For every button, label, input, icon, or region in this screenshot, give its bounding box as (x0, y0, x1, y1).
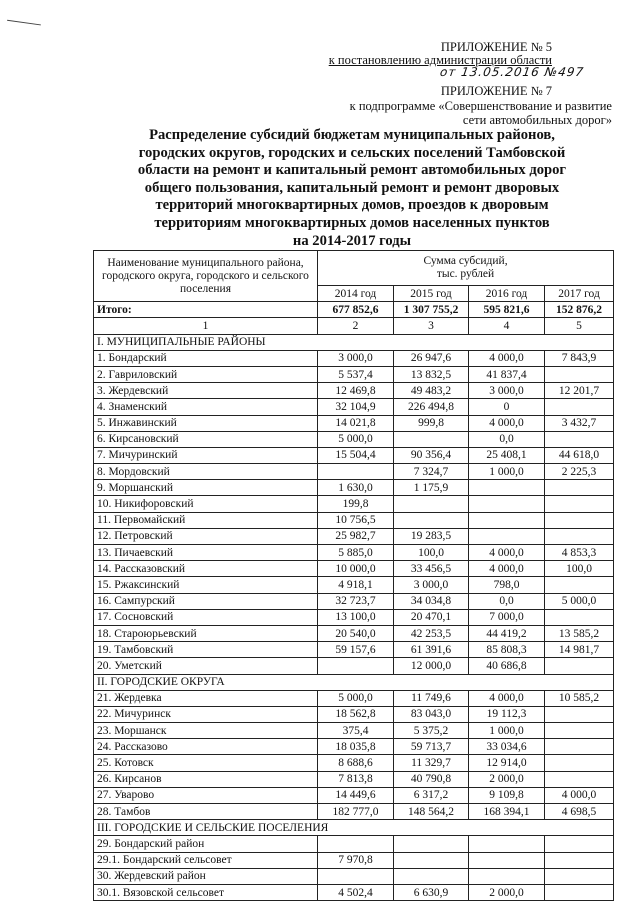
subsidy-value: 8 688,6 (318, 755, 394, 771)
subsidy-value: 13 585,2 (545, 625, 614, 641)
appendix7-title: ПРИЛОЖЕНИЕ № 7 (440, 84, 552, 98)
subsidy-value: 40 790,8 (394, 771, 469, 787)
subsidy-value: 4 502,4 (318, 884, 394, 900)
subsidy-value (545, 771, 614, 787)
territory-name: 9. Моршанский (94, 480, 318, 496)
subsidy-value (394, 852, 469, 868)
subsidy-value: 41 837,4 (469, 366, 545, 382)
subsidy-value: 0,0 (469, 431, 545, 447)
subsidy-value: 4 000,0 (469, 545, 545, 561)
subsidy-value: 4 000,0 (545, 787, 614, 803)
subsidy-value (545, 496, 614, 512)
subsidy-value: 5 537,4 (318, 366, 394, 382)
subsidy-table (93, 250, 614, 901)
subsidy-value (394, 868, 469, 884)
handwritten-date-number: от 13.05.2016 №497 (439, 65, 586, 79)
subsidy-value (545, 366, 614, 382)
appendix7-line1: к подпрограмме «Совершенствование и развитие (349, 99, 612, 113)
territory-name: 11. Первомайский (94, 512, 318, 528)
subsidy-value: 14 021,8 (318, 415, 394, 431)
subsidy-value (394, 512, 469, 528)
total-value: 677 852,6 (318, 302, 394, 318)
subsidy-value (318, 658, 394, 674)
subsidy-value: 7 970,8 (318, 852, 394, 868)
table-row (94, 399, 614, 415)
section-row (94, 674, 614, 690)
territory-name: 13. Пичаевский (94, 545, 318, 561)
subsidy-value (318, 868, 394, 884)
territory-name: 5. Инжавинский (94, 415, 318, 431)
table-row (94, 868, 614, 884)
subsidy-value (545, 658, 614, 674)
total-label: Итого: (94, 302, 318, 318)
column-number: 2 (318, 318, 394, 334)
table-row (94, 642, 614, 658)
territory-name: 16. Сампурский (94, 593, 318, 609)
subsidy-value: 18 035,8 (318, 739, 394, 755)
column-number: 1 (94, 318, 318, 334)
subsidy-value: 182 777,0 (318, 804, 394, 820)
column-number: 3 (394, 318, 469, 334)
territory-name: 15. Ржаксинский (94, 577, 318, 593)
subsidy-value: 4 698,5 (545, 804, 614, 820)
table-row (94, 366, 614, 382)
territory-name: 17. Сосновский (94, 609, 318, 625)
territory-name: 18. Староюрьевский (94, 625, 318, 641)
year-header: 2015 год (394, 286, 469, 302)
subsidy-value: 2 000,0 (469, 771, 545, 787)
table-row (94, 431, 614, 447)
subsidy-value: 1 000,0 (469, 723, 545, 739)
territory-name: 1. Бондарский (94, 350, 318, 366)
subsidy-value (394, 431, 469, 447)
title-line: территориям многоквартирных домов населенных пунктов (154, 214, 550, 231)
subsidy-value: 49 483,2 (394, 383, 469, 399)
subsidy-value: 10 000,0 (318, 561, 394, 577)
appendix5-line: к постановлению администрации области (328, 53, 552, 67)
subsidy-value (545, 512, 614, 528)
table-row (94, 447, 614, 463)
sum-header (318, 251, 614, 286)
subsidy-value: 999,8 (394, 415, 469, 431)
table-row (94, 593, 614, 609)
subsidy-value (469, 512, 545, 528)
subsidy-value: 100,0 (545, 561, 614, 577)
subsidy-value (545, 723, 614, 739)
subsidy-value (545, 755, 614, 771)
territory-name: 10. Никифоровский (94, 496, 318, 512)
table-row (94, 512, 614, 528)
subsidy-value: 12 469,8 (318, 383, 394, 399)
total-value: 152 876,2 (545, 302, 614, 318)
territory-name: 30.1. Вязовской сельсовет (94, 884, 318, 900)
subsidy-value: 4 853,3 (545, 545, 614, 561)
table-row (94, 528, 614, 544)
title-line: области на ремонт и капитальный ремонт автомобильных дорог (137, 162, 567, 179)
subsidy-value (545, 884, 614, 900)
subsidy-value: 85 808,3 (469, 642, 545, 658)
territory-name: 28. Тамбов (94, 804, 318, 820)
table-row (94, 787, 614, 803)
territory-name: 26. Кирсанов (94, 771, 318, 787)
subsidy-value (469, 528, 545, 544)
subsidy-value: 14 449,6 (318, 787, 394, 803)
table-row (94, 415, 614, 431)
document-title (112, 127, 592, 250)
title-line: на 2014-2017 годы (292, 232, 412, 249)
title-line: Распределение субсидий бюджетам муниципальных районов, (149, 127, 555, 143)
subsidy-value (318, 836, 394, 852)
subsidy-value: 59 713,7 (394, 739, 469, 755)
subsidy-value: 90 356,4 (394, 447, 469, 463)
subsidy-value (545, 706, 614, 722)
subsidy-value: 3 432,7 (545, 415, 614, 431)
title-line: общего пользования, капитальный ремонт и ремонт дворовых (144, 179, 560, 196)
table-row (94, 480, 614, 496)
subsidy-value: 42 253,5 (394, 625, 469, 641)
subsidy-value: 5 000,0 (318, 690, 394, 706)
section-row (94, 334, 614, 350)
subsidy-value (469, 496, 545, 512)
subsidy-value: 4 918,1 (318, 577, 394, 593)
subsidy-value: 12 201,7 (545, 383, 614, 399)
subsidy-value: 20 540,0 (318, 625, 394, 641)
appendix7-line2: сети автомобильных дорог» (462, 113, 612, 127)
column-number-row (94, 318, 614, 334)
subsidy-value (545, 739, 614, 755)
subsidy-value: 11 749,6 (394, 690, 469, 706)
territory-name: 29.1. Бондарский сельсовет (94, 852, 318, 868)
territory-name: 8. Мордовский (94, 464, 318, 480)
territory-name: 4. Знаменский (94, 399, 318, 415)
sum-header-unit: тыс. рублей (436, 268, 495, 280)
subsidy-value: 6 317,2 (394, 787, 469, 803)
subsidy-value: 59 157,6 (318, 642, 394, 658)
subsidy-value: 0 (469, 399, 545, 415)
territory-name: 19. Тамбовский (94, 642, 318, 658)
subsidy-value: 44 419,2 (469, 625, 545, 641)
territory-name: 30. Жердевский район (94, 868, 318, 884)
table-row (94, 723, 614, 739)
subsidy-value: 19 283,5 (394, 528, 469, 544)
subsidy-value: 33 034,6 (469, 739, 545, 755)
subsidy-value: 4 000,0 (469, 690, 545, 706)
year-header: 2017 год (545, 286, 614, 302)
subsidy-value: 375,4 (318, 723, 394, 739)
subsidy-value: 148 564,2 (394, 804, 469, 820)
subsidy-value: 33 456,5 (394, 561, 469, 577)
subsidy-value: 40 686,8 (469, 658, 545, 674)
territory-name: 27. Уварово (94, 787, 318, 803)
subsidy-value: 26 947,6 (394, 350, 469, 366)
subsidy-value (394, 496, 469, 512)
subsidy-value: 34 034,8 (394, 593, 469, 609)
subsidy-value: 20 470,1 (394, 609, 469, 625)
subsidy-value: 1 630,0 (318, 480, 394, 496)
subsidy-value: 83 043,0 (394, 706, 469, 722)
subsidy-value: 25 982,7 (318, 528, 394, 544)
table-row (94, 545, 614, 561)
territory-name: 7. Мичуринский (94, 447, 318, 463)
subsidy-value: 9 109,8 (469, 787, 545, 803)
section-title: III. ГОРОДСКИЕ И СЕЛЬСКИЕ ПОСЕЛЕНИЯ (94, 820, 614, 836)
table-row (94, 706, 614, 722)
subsidy-value: 14 981,7 (545, 642, 614, 658)
subsidy-value: 32 104,9 (318, 399, 394, 415)
subsidy-value (545, 399, 614, 415)
subsidy-value: 44 618,0 (545, 447, 614, 463)
subsidy-value: 11 329,7 (394, 755, 469, 771)
subsidy-value: 2 225,3 (545, 464, 614, 480)
subsidy-value: 798,0 (469, 577, 545, 593)
subsidy-value: 13 100,0 (318, 609, 394, 625)
subsidy-value (394, 836, 469, 852)
table-row (94, 496, 614, 512)
section-title: II. ГОРОДСКИЕ ОКРУГА (94, 674, 614, 690)
territory-name: 22. Мичуринск (94, 706, 318, 722)
appendix5-title: ПРИЛОЖЕНИЕ № 5 (440, 40, 552, 54)
subsidy-value (545, 609, 614, 625)
subsidy-value: 3 000,0 (469, 383, 545, 399)
subsidy-value (545, 868, 614, 884)
subsidy-value: 25 408,1 (469, 447, 545, 463)
subsidy-value (545, 577, 614, 593)
territory-name: 6. Кирсановский (94, 431, 318, 447)
territory-name: 29. Бондарский район (94, 836, 318, 852)
table-row (94, 350, 614, 366)
subsidy-value: 0,0 (469, 593, 545, 609)
subsidy-value: 7 813,8 (318, 771, 394, 787)
territory-name: 24. Рассказово (94, 739, 318, 755)
subsidy-value: 5 000,0 (545, 593, 614, 609)
subsidy-value (318, 464, 394, 480)
section-row (94, 820, 614, 836)
title-line: территорий многоквартирных домов, проездов к дворовым (155, 197, 549, 214)
subsidy-value: 3 000,0 (394, 577, 469, 593)
subsidy-value: 61 391,6 (394, 642, 469, 658)
territory-name: 23. Моршанск (94, 723, 318, 739)
territory-name: 14. Рассказовский (94, 561, 318, 577)
territory-name: 2. Гавриловский (94, 366, 318, 382)
title-line: городских округов, городских и сельских поселений Тамбовской (138, 144, 566, 161)
subsidy-value: 7 000,0 (469, 609, 545, 625)
table-row (94, 464, 614, 480)
table-row (94, 836, 614, 852)
subsidy-value: 5 375,2 (394, 723, 469, 739)
subsidy-value: 7 324,7 (394, 464, 469, 480)
table-row (94, 577, 614, 593)
subsidy-value: 32 723,7 (318, 593, 394, 609)
territory-name: 20. Уметский (94, 658, 318, 674)
sum-header-label: Сумма субсидий, (423, 255, 508, 267)
table-row (94, 771, 614, 787)
territory-name: 21. Жердевка (94, 690, 318, 706)
table-row (94, 658, 614, 674)
subsidy-value: 1 175,9 (394, 480, 469, 496)
table-row (94, 561, 614, 577)
territory-name: 25. Котовск (94, 755, 318, 771)
subsidy-value: 10 756,5 (318, 512, 394, 528)
total-value: 595 821,6 (469, 302, 545, 318)
subsidy-value: 4 000,0 (469, 350, 545, 366)
subsidy-value: 100,0 (394, 545, 469, 561)
corner-mark (5, 20, 41, 40)
subsidy-value: 12 914,0 (469, 755, 545, 771)
year-header: 2014 год (318, 286, 394, 302)
subsidy-value: 4 000,0 (469, 561, 545, 577)
subsidy-value: 199,8 (318, 496, 394, 512)
subsidy-value (469, 836, 545, 852)
subsidy-value: 1 000,0 (469, 464, 545, 480)
subsidy-value: 4 000,0 (469, 415, 545, 431)
subsidy-value (469, 868, 545, 884)
total-value: 1 307 755,2 (394, 302, 469, 318)
subsidy-value (545, 836, 614, 852)
subsidy-value: 15 504,4 (318, 447, 394, 463)
year-header: 2016 год (469, 286, 545, 302)
subsidy-value: 3 000,0 (318, 350, 394, 366)
subsidy-value (469, 480, 545, 496)
subsidy-value: 5 885,0 (318, 545, 394, 561)
subsidy-value (545, 431, 614, 447)
table-row (94, 852, 614, 868)
subsidy-value: 13 832,5 (394, 366, 469, 382)
subsidy-value: 168 394,1 (469, 804, 545, 820)
name-column-header: Наименование муниципального района, городского округа, городского и сельского поселения (94, 251, 318, 302)
subsidy-value: 10 585,2 (545, 690, 614, 706)
subsidy-value (545, 528, 614, 544)
table-row (94, 383, 614, 399)
subsidy-value (545, 480, 614, 496)
subsidy-value: 12 000,0 (394, 658, 469, 674)
subsidy-value: 19 112,3 (469, 706, 545, 722)
table-row (94, 755, 614, 771)
subsidy-value: 18 562,8 (318, 706, 394, 722)
subsidy-value (469, 852, 545, 868)
table-row (94, 739, 614, 755)
territory-name: 12. Петровский (94, 528, 318, 544)
subsidy-value: 7 843,9 (545, 350, 614, 366)
subsidy-value (545, 852, 614, 868)
subsidy-value: 6 630,9 (394, 884, 469, 900)
table-row (94, 804, 614, 820)
subsidy-value: 2 000,0 (469, 884, 545, 900)
column-number: 4 (469, 318, 545, 334)
subsidy-value: 226 494,8 (394, 399, 469, 415)
total-row (94, 302, 614, 318)
table-row (94, 625, 614, 641)
table-row (94, 884, 614, 900)
territory-name: 3. Жердевский (94, 383, 318, 399)
subsidy-value: 5 000,0 (318, 431, 394, 447)
section-title: I. МУНИЦИПАЛЬНЫЕ РАЙОНЫ (94, 334, 614, 350)
table-row (94, 690, 614, 706)
column-number: 5 (545, 318, 614, 334)
table-row (94, 609, 614, 625)
